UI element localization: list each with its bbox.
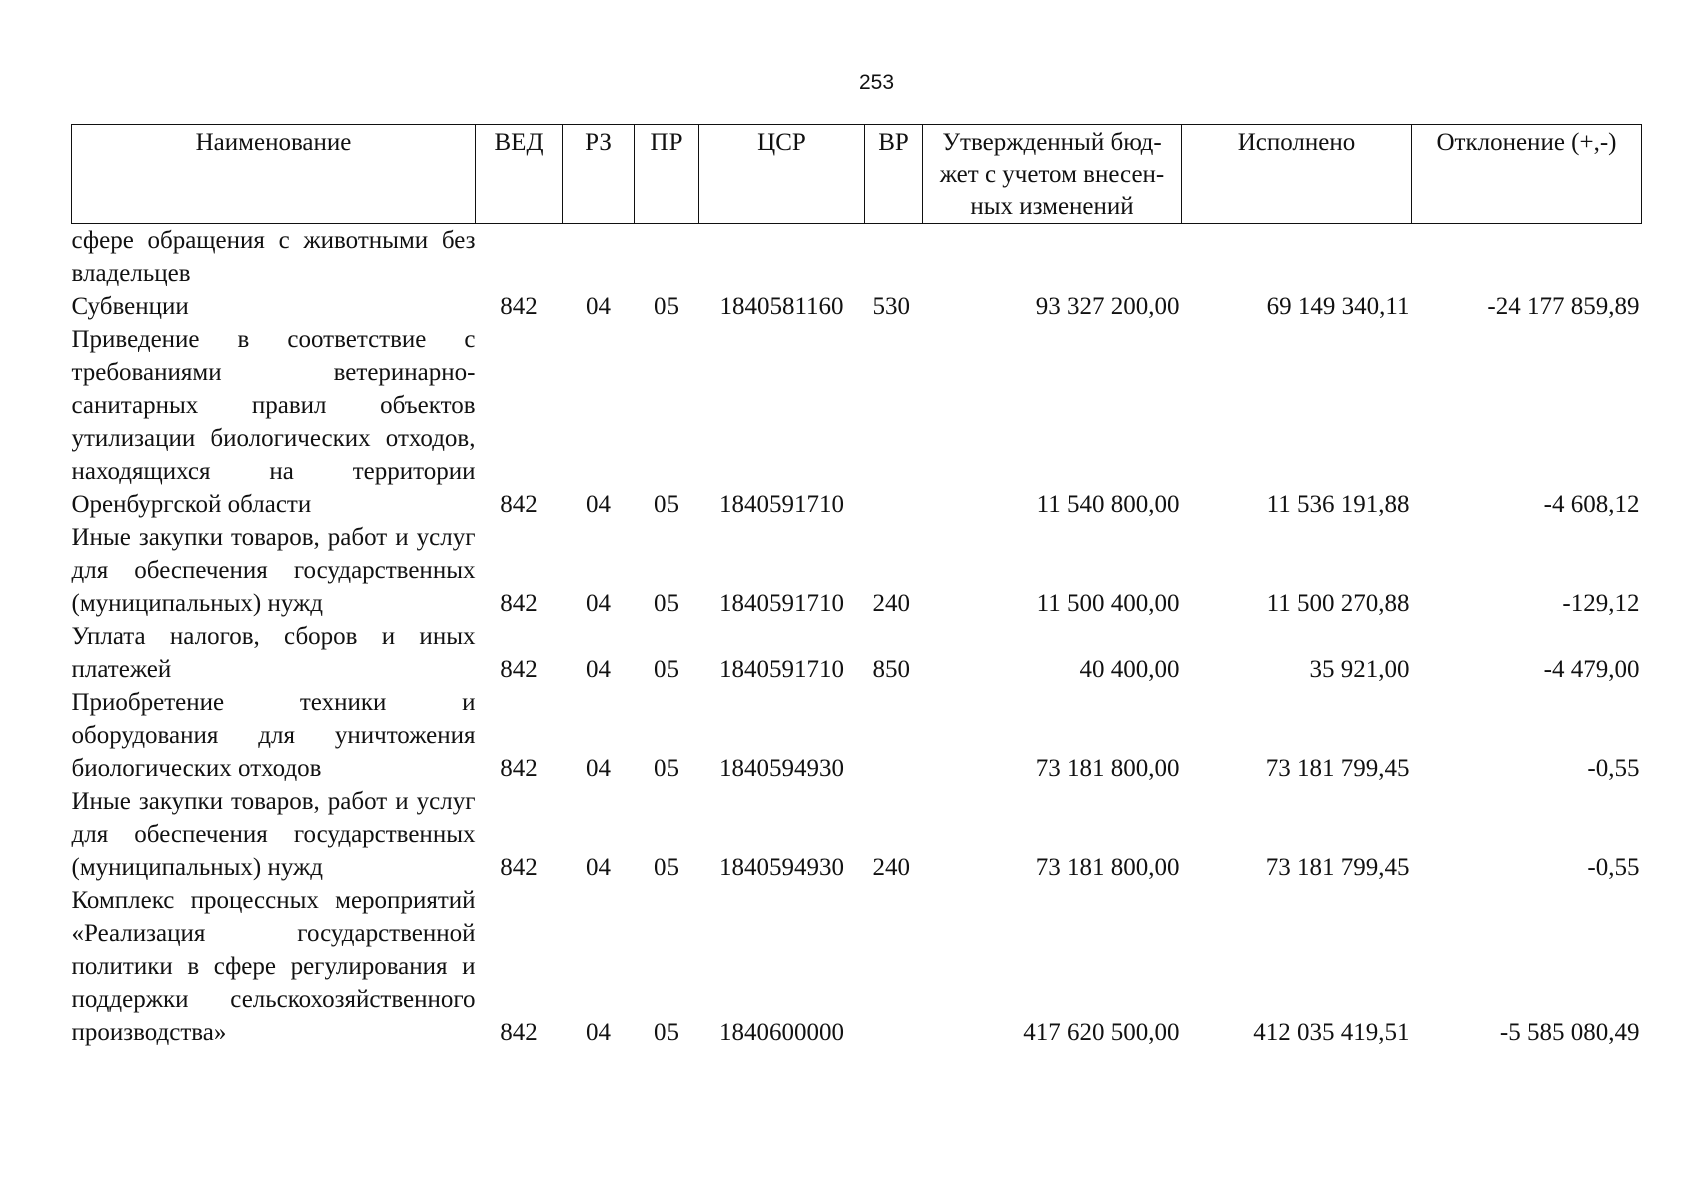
row-rz: 04 xyxy=(586,755,611,782)
row-name: Приведение в соответствие с требованиями ветеринарно-санитарных правил объектов утилизации биологических отходов, находящихся на территории Оренбургской области xyxy=(71,326,476,518)
row-approved: 11 540 800,00 xyxy=(1036,491,1180,518)
row-csr: 1840594930 xyxy=(719,755,844,782)
row-deviation: -0,55 xyxy=(1587,755,1640,782)
row-vr: 530 xyxy=(872,293,910,320)
page-number: 253 xyxy=(858,71,895,94)
row-name: Иные закупки товаров, работ и услуг для обеспечения государственных (муниципальных) нужд xyxy=(71,524,476,617)
row-pr: 05 xyxy=(654,590,679,617)
row-name: Комплекс процессных мероприятий «Реализация государственной политики в сфере регулирования и поддержки сельскохозяйственного производства» xyxy=(71,887,476,1046)
row-vr: 240 xyxy=(872,590,910,617)
header-name: Наименование xyxy=(72,125,476,224)
row-approved: 73 181 800,00 xyxy=(1035,854,1180,881)
row-csr xyxy=(699,224,865,291)
row-vr: 240 xyxy=(872,854,910,881)
row-deviation: -129,12 xyxy=(1562,590,1640,617)
row-executed: 73 181 799,45 xyxy=(1265,755,1410,782)
row-executed xyxy=(1182,224,1412,291)
row-executed: 73 181 799,45 xyxy=(1265,854,1410,881)
row-approved: 73 181 800,00 xyxy=(1035,755,1180,782)
row-vr xyxy=(865,686,923,785)
row-pr: 05 xyxy=(654,1019,679,1046)
header-executed: Исполнено xyxy=(1182,125,1412,224)
row-rz: 04 xyxy=(586,491,611,518)
row-csr: 1840594930 xyxy=(719,854,844,881)
table-row xyxy=(72,224,1642,291)
row-executed: 11 536 191,88 xyxy=(1266,491,1410,518)
row-vr xyxy=(865,323,923,521)
row-approved: 417 620 500,00 xyxy=(1023,1019,1180,1046)
row-pr: 05 xyxy=(654,293,679,320)
table-header xyxy=(72,125,1642,224)
row-csr: 1840591710 xyxy=(719,656,844,683)
row-rz: 04 xyxy=(586,1019,611,1046)
row-deviation: -0,55 xyxy=(1587,854,1640,881)
row-rz: 04 xyxy=(586,854,611,881)
row-vr xyxy=(865,224,923,291)
table-body xyxy=(72,224,1642,1050)
row-pr xyxy=(635,224,699,291)
row-name: Уплата налогов, сборов и иных платежей xyxy=(71,623,476,683)
header-csr: ЦСР xyxy=(699,125,865,224)
row-deviation: -4 479,00 xyxy=(1543,656,1640,683)
row-deviation: -5 585 080,49 xyxy=(1499,1019,1640,1046)
row-name: сфере обращения с животными без владельцев xyxy=(71,227,476,287)
row-ved: 842 xyxy=(500,656,538,683)
table-row xyxy=(72,620,1642,686)
row-rz: 04 xyxy=(586,656,611,683)
row-rz: 04 xyxy=(586,590,611,617)
table-row xyxy=(72,686,1642,785)
row-pr: 05 xyxy=(654,755,679,782)
header-vr: ВР xyxy=(865,125,923,224)
row-ved: 842 xyxy=(500,755,538,782)
budget-execution-table xyxy=(71,124,1642,1049)
table-row xyxy=(72,290,1642,323)
row-ved: 842 xyxy=(500,854,538,881)
row-csr: 1840591710 xyxy=(719,491,844,518)
row-executed: 11 500 270,88 xyxy=(1266,590,1410,617)
row-csr: 1840581160 xyxy=(719,293,844,320)
header-approved-budget: Утвержденный бюд-жет с учетом внесен-ных изменений xyxy=(923,125,1182,224)
table-row xyxy=(72,521,1642,620)
row-pr: 05 xyxy=(654,854,679,881)
row-ved: 842 xyxy=(500,293,538,320)
row-csr: 1840591710 xyxy=(719,590,844,617)
table-row xyxy=(72,884,1642,1049)
row-ved xyxy=(476,224,563,291)
row-approved: 40 400,00 xyxy=(1079,656,1180,683)
row-approved xyxy=(923,224,1182,291)
row-ved: 842 xyxy=(500,491,538,518)
header-ved: ВЕД xyxy=(476,125,563,224)
row-approved: 93 327 200,00 xyxy=(1035,293,1180,320)
header-pr: ПР xyxy=(635,125,699,224)
row-pr: 05 xyxy=(654,656,679,683)
header-deviation: Отклонение (+,-) xyxy=(1412,125,1642,224)
row-pr: 05 xyxy=(654,491,679,518)
row-vr xyxy=(865,884,923,1049)
row-deviation: -4 608,12 xyxy=(1543,491,1640,518)
row-rz: 04 xyxy=(586,293,611,320)
header-rz: РЗ xyxy=(563,125,635,224)
row-deviation: -24 177 859,89 xyxy=(1487,293,1640,320)
row-executed: 69 149 340,11 xyxy=(1266,293,1410,320)
row-name: Субвенции xyxy=(71,293,189,320)
row-executed: 412 035 419,51 xyxy=(1253,1019,1410,1046)
row-approved: 11 500 400,00 xyxy=(1036,590,1180,617)
row-deviation xyxy=(1412,224,1642,291)
row-ved: 842 xyxy=(500,1019,538,1046)
row-name: Приобретение техники и оборудования для уничтожения биологических отходов xyxy=(71,689,476,782)
row-executed: 35 921,00 xyxy=(1309,656,1410,683)
table-row xyxy=(72,785,1642,884)
table-row xyxy=(72,323,1642,521)
row-name: Иные закупки товаров, работ и услуг для обеспечения государственных (муниципальных) нужд xyxy=(71,788,476,881)
row-csr: 1840600000 xyxy=(719,1019,844,1046)
row-vr: 850 xyxy=(872,656,910,683)
row-ved: 842 xyxy=(500,590,538,617)
row-rz xyxy=(563,224,635,291)
